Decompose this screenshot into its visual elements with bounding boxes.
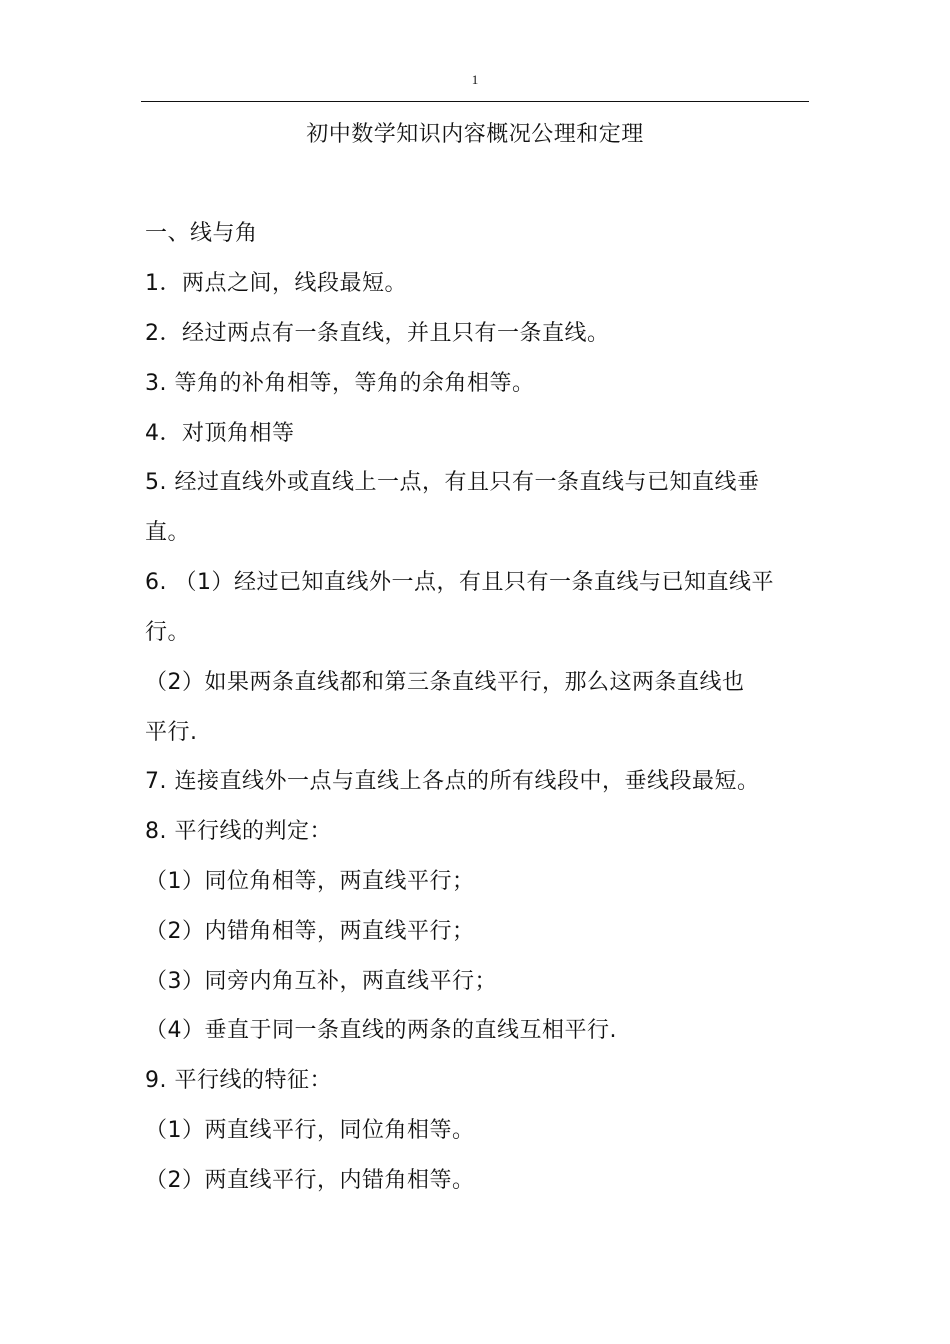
theorem-line-continued: 直。 [145, 520, 191, 545]
theorem-line: 8. 平行线的判定： [145, 819, 332, 844]
section-heading: 一、线与角 [145, 221, 258, 246]
theorem-subitem: （3）同旁内角互补，两直线平行； [145, 969, 497, 994]
theorem-line: 4．对顶角相等 [145, 421, 295, 446]
theorem-line-continued: 行。 [145, 620, 191, 645]
theorem-line-continued: 平行. [145, 720, 198, 745]
theorem-subitem: （2）两直线平行，内错角相等。 [145, 1168, 475, 1193]
theorem-line: 2．经过两点有一条直线，并且只有一条直线。 [145, 321, 610, 346]
document-title: 初中数学知识内容概况公理和定理 [306, 122, 644, 147]
page-number: 1 [471, 72, 479, 87]
theorem-subitem: （4）垂直于同一条直线的两条的直线互相平行. [145, 1018, 617, 1043]
theorem-line: 6. （1）经过已知直线外一点，有且只有一条直线与已知直线平 [145, 570, 774, 595]
theorem-line: 3. 等角的补角相等，等角的余角相等。 [145, 371, 535, 396]
theorem-subitem: （1）两直线平行，同位角相等。 [145, 1118, 475, 1143]
theorem-line: （2）如果两条直线都和第三条直线平行，那么这两条直线也 [145, 670, 745, 695]
theorem-line: 9. 平行线的特征： [145, 1068, 332, 1093]
theorem-line: 7. 连接直线外一点与直线上各点的所有线段中，垂线段最短。 [145, 769, 760, 794]
theorem-line: 5. 经过直线外或直线上一点，有且只有一条直线与已知直线垂 [145, 470, 760, 495]
theorem-line: 1．两点之间，线段最短。 [145, 271, 407, 296]
theorem-subitem: （2）内错角相等，两直线平行； [145, 919, 475, 944]
theorem-subitem: （1）同位角相等，两直线平行； [145, 869, 475, 894]
